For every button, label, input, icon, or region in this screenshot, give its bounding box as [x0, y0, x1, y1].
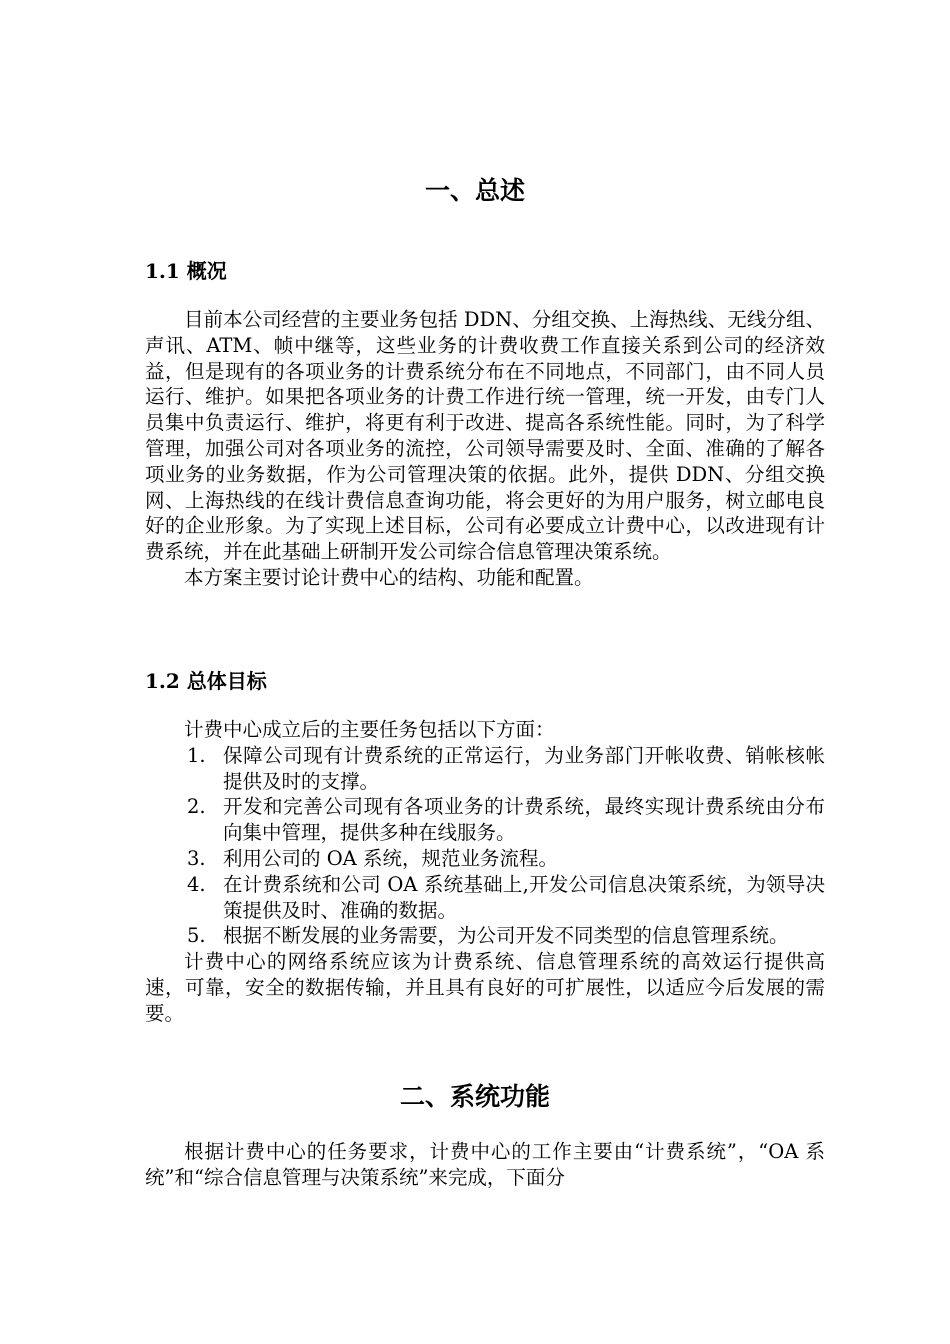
list-item-number: 4. [187, 872, 206, 896]
section-1-1-body [145, 307, 825, 591]
list-item [145, 923, 825, 949]
chapter-2-body [145, 1139, 825, 1191]
overview-paragraph: 目前本公司经营的主要业务包括 DDN、分组交换、上海热线、无线分组、声讯、ATM、帧中继等，这些业务的计费收费工作直接关系到公司的经济效益，但是现有的各项业务的计费系统分布在不同地点，不同部门，由不同人员运行、维护。如果把各项业务的计费工作进行统一管理，统一开发，由专门人员集中负责运行、维护，将更有利于改进、提高各系统性能。同时，为了科学管理，加强公司对各项业务的流控，公司领导需要及时、全面、准确的了解各项业务的业务数据，作为公司管理决策的依据。此外，提供 DDN、分组交换网、上海热线的在线计费信息查询功能，将会更好的为用户服务，树立邮电良好的企业形象。为了实现上述目标，公司有必要成立计费中心，以改进现有计费系统，并在此基础上研制开发公司综合信息管理决策系统。 [145, 308, 825, 564]
list-item [145, 794, 825, 846]
list-item-text: 开发和完善公司现有各项业务的计费系统，最终实现计费系统由分布向集中管理，提供多种在线服务。 [223, 795, 825, 845]
chapter-2-title: 二、系统功能 [399, 1082, 550, 1111]
list-item-number: 2. [187, 795, 206, 819]
list-item-text: 保障公司现有计费系统的正常运行，为业务部门开帐收费、销帐核帐提供及时的支撑。 [223, 743, 825, 793]
list-item [145, 743, 825, 795]
goals-list [145, 743, 825, 949]
list-item-text: 在计费系统和公司 OA 系统基础上,开发公司信息决策系统，为领导决策提供及时、准确的数据。 [223, 872, 825, 922]
network-paragraph: 计费中心的网络系统应该为计费系统、信息管理系统的高效运行提供高速，可靠，安全的数据传输，并且具有良好的可扩展性，以适应今后发展的需要。 [145, 950, 825, 1025]
functions-paragraph: 根据计费中心的任务要求，计费中心的工作主要由“计费系统”，“OA 系统”和“综合信息管理与决策系统”来完成，下面分 [145, 1140, 825, 1189]
section-1-2-body [145, 717, 825, 1027]
chapter-1-title: 一、总述 [424, 176, 525, 205]
list-item-number: 5. [187, 924, 206, 948]
section-1-1-title: 1.1 概况 [145, 259, 227, 283]
list-item [145, 872, 825, 924]
list-item-text: 根据不断发展的业务需要，为公司开发不同类型的信息管理系统。 [223, 924, 789, 948]
goals-intro: 计费中心成立后的主要任务包括以下方面： [184, 718, 555, 741]
scope-paragraph: 本方案主要讨论计费中心的结构、功能和配置。 [184, 565, 594, 589]
section-1-2-title: 1.2 总体目标 [145, 669, 267, 693]
list-item-text: 利用公司的 OA 系统，规范业务流程。 [223, 846, 558, 870]
list-item [145, 846, 825, 872]
list-item-number: 3. [187, 846, 206, 870]
list-item-number: 1. [187, 743, 206, 767]
